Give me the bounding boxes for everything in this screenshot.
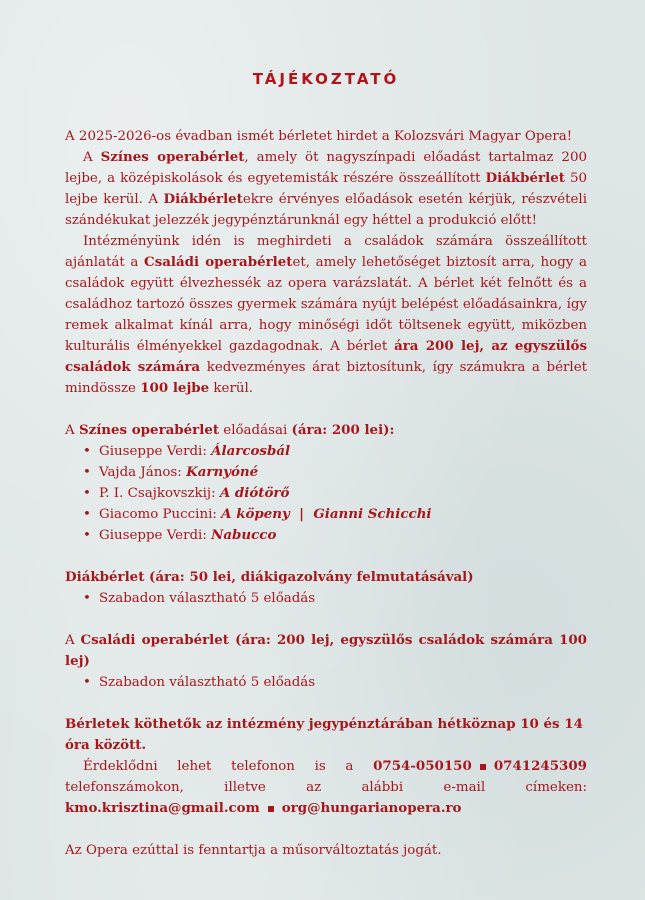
text-run: kedvezményes árat biztosítunk, így számukra a bérlet mindössze [65,360,588,396]
text-run: ekre érvényes előadások esetén kérjük, részvételi szándékukat jelezzék jegypénztárunknál egy héttel a produkció előtt! [65,192,587,228]
text-run: kerül. [209,381,254,396]
csaladi-heading-text: Családi operabérlet (ára: 200 lej, egyszülős családok számára 100 lej) [65,632,587,669]
email-address[interactable]: org@hungarianopera.ro [281,800,462,816]
text-run: A [65,423,79,438]
opera-title: Nabucco [211,527,277,543]
diak-list [65,588,587,609]
text-run: A [65,633,81,648]
document-body [65,126,587,861]
price-highlight: 100 lejbe [140,380,210,396]
text-run: Intézményünk idén is meghirdeti a családok számára összeállított ajánlatát a [65,234,587,270]
composer: Vajda János: [99,465,187,480]
composer: Giacomo Puccini: [99,507,222,522]
opera-title: Karnyóné [186,464,259,480]
list-item: • Szabadon választható 5 előadás [83,588,587,609]
closing-note: Az Opera ezúttal is fenntartja a műsorváltoztatás jogát. [65,843,442,858]
price-highlight: ára 200 lej, az egyszülős családok számára [65,338,587,375]
szines-operaberlet-name: Színes operabérlet [100,149,245,165]
szines-list [65,441,587,546]
text-run: 50 lejbe kerül. A [65,171,587,207]
text-run: előadásai [219,423,292,438]
intro-paragraph-1: A 2025-2026-os évadban ismét bérletet hirdet a Kolozsvári Magyar Opera! [65,129,573,144]
list-item [83,441,587,462]
diakberlet-name: Diákbérlet [163,191,243,207]
email-address[interactable]: kmo.krisztina@gmail.com [65,800,260,816]
text-run: , amely öt nagyszínpadi előadást tartalmaz 200 lejbe, a középiskolások és egyetemisták részére összeállított [65,150,587,186]
contact-paragraph [65,756,587,819]
list-item [83,483,587,504]
square-separator-icon [480,764,486,770]
diak-heading-text: Diákbérlet (ára: 50 lei, diákigazolvány felmutatásával) [65,569,474,585]
list-item [83,462,587,483]
page-title: TÁJÉKOZTATÓ [252,70,400,88]
csaladi-operaberlet-name: Családi operabérlet [144,254,293,270]
text-run: telefonszámokon, illetve az alábbi e-mail címeken: [65,780,587,795]
list-item: • Szabadon választható 5 előadás [83,672,587,693]
opera-title: A köpeny | Gianni Schicchi [221,506,432,522]
text-run: et, amely lehetőséget biztosít arra, hogy a családok együtt élvezhessék az opera varázslatát. A bérlet két felnőtt és a családhoz tartozó összes gyermek számára nyújt belépést előadásainkra, így remek alkalmat kínál arra, hogy minőségi időt töltsenek együtt, miközben kulturális élményekkel gazdagodnak. A bérlet [65,255,587,354]
contact-hours [65,714,587,756]
diak-heading [65,567,587,588]
text-run: Érdeklődni lehet telefonon is a [83,759,374,774]
price-label: (ára: 200 lei): [291,422,395,438]
composer: P. I. Csajkovszkij: [99,486,220,501]
phone-number: 0741245309 [493,758,587,774]
intro-paragraph-2 [65,147,587,231]
opening-hours: Bérletek köthetők az intézmény jegypénztárában hétköznap 10 és 14 óra között. [65,716,583,753]
square-separator-icon [268,806,274,812]
composer: Giuseppe Verdi: [99,444,212,459]
phone-number: 0754-050150 [373,758,472,774]
diakberlet-name: Diákbérlet [485,170,565,186]
opera-title: Álarcosbál [211,443,291,459]
csaladi-heading [65,630,587,672]
szines-heading [65,420,587,441]
csaladi-list [65,672,587,693]
list-item [83,525,587,546]
text-run: A [83,150,101,165]
intro-paragraph-3 [65,231,587,399]
opera-title: A diótörő [219,485,290,501]
szines-operaberlet-name: Színes operabérlet [78,422,220,438]
list-item [83,504,587,525]
composer: Giuseppe Verdi: [99,528,212,543]
